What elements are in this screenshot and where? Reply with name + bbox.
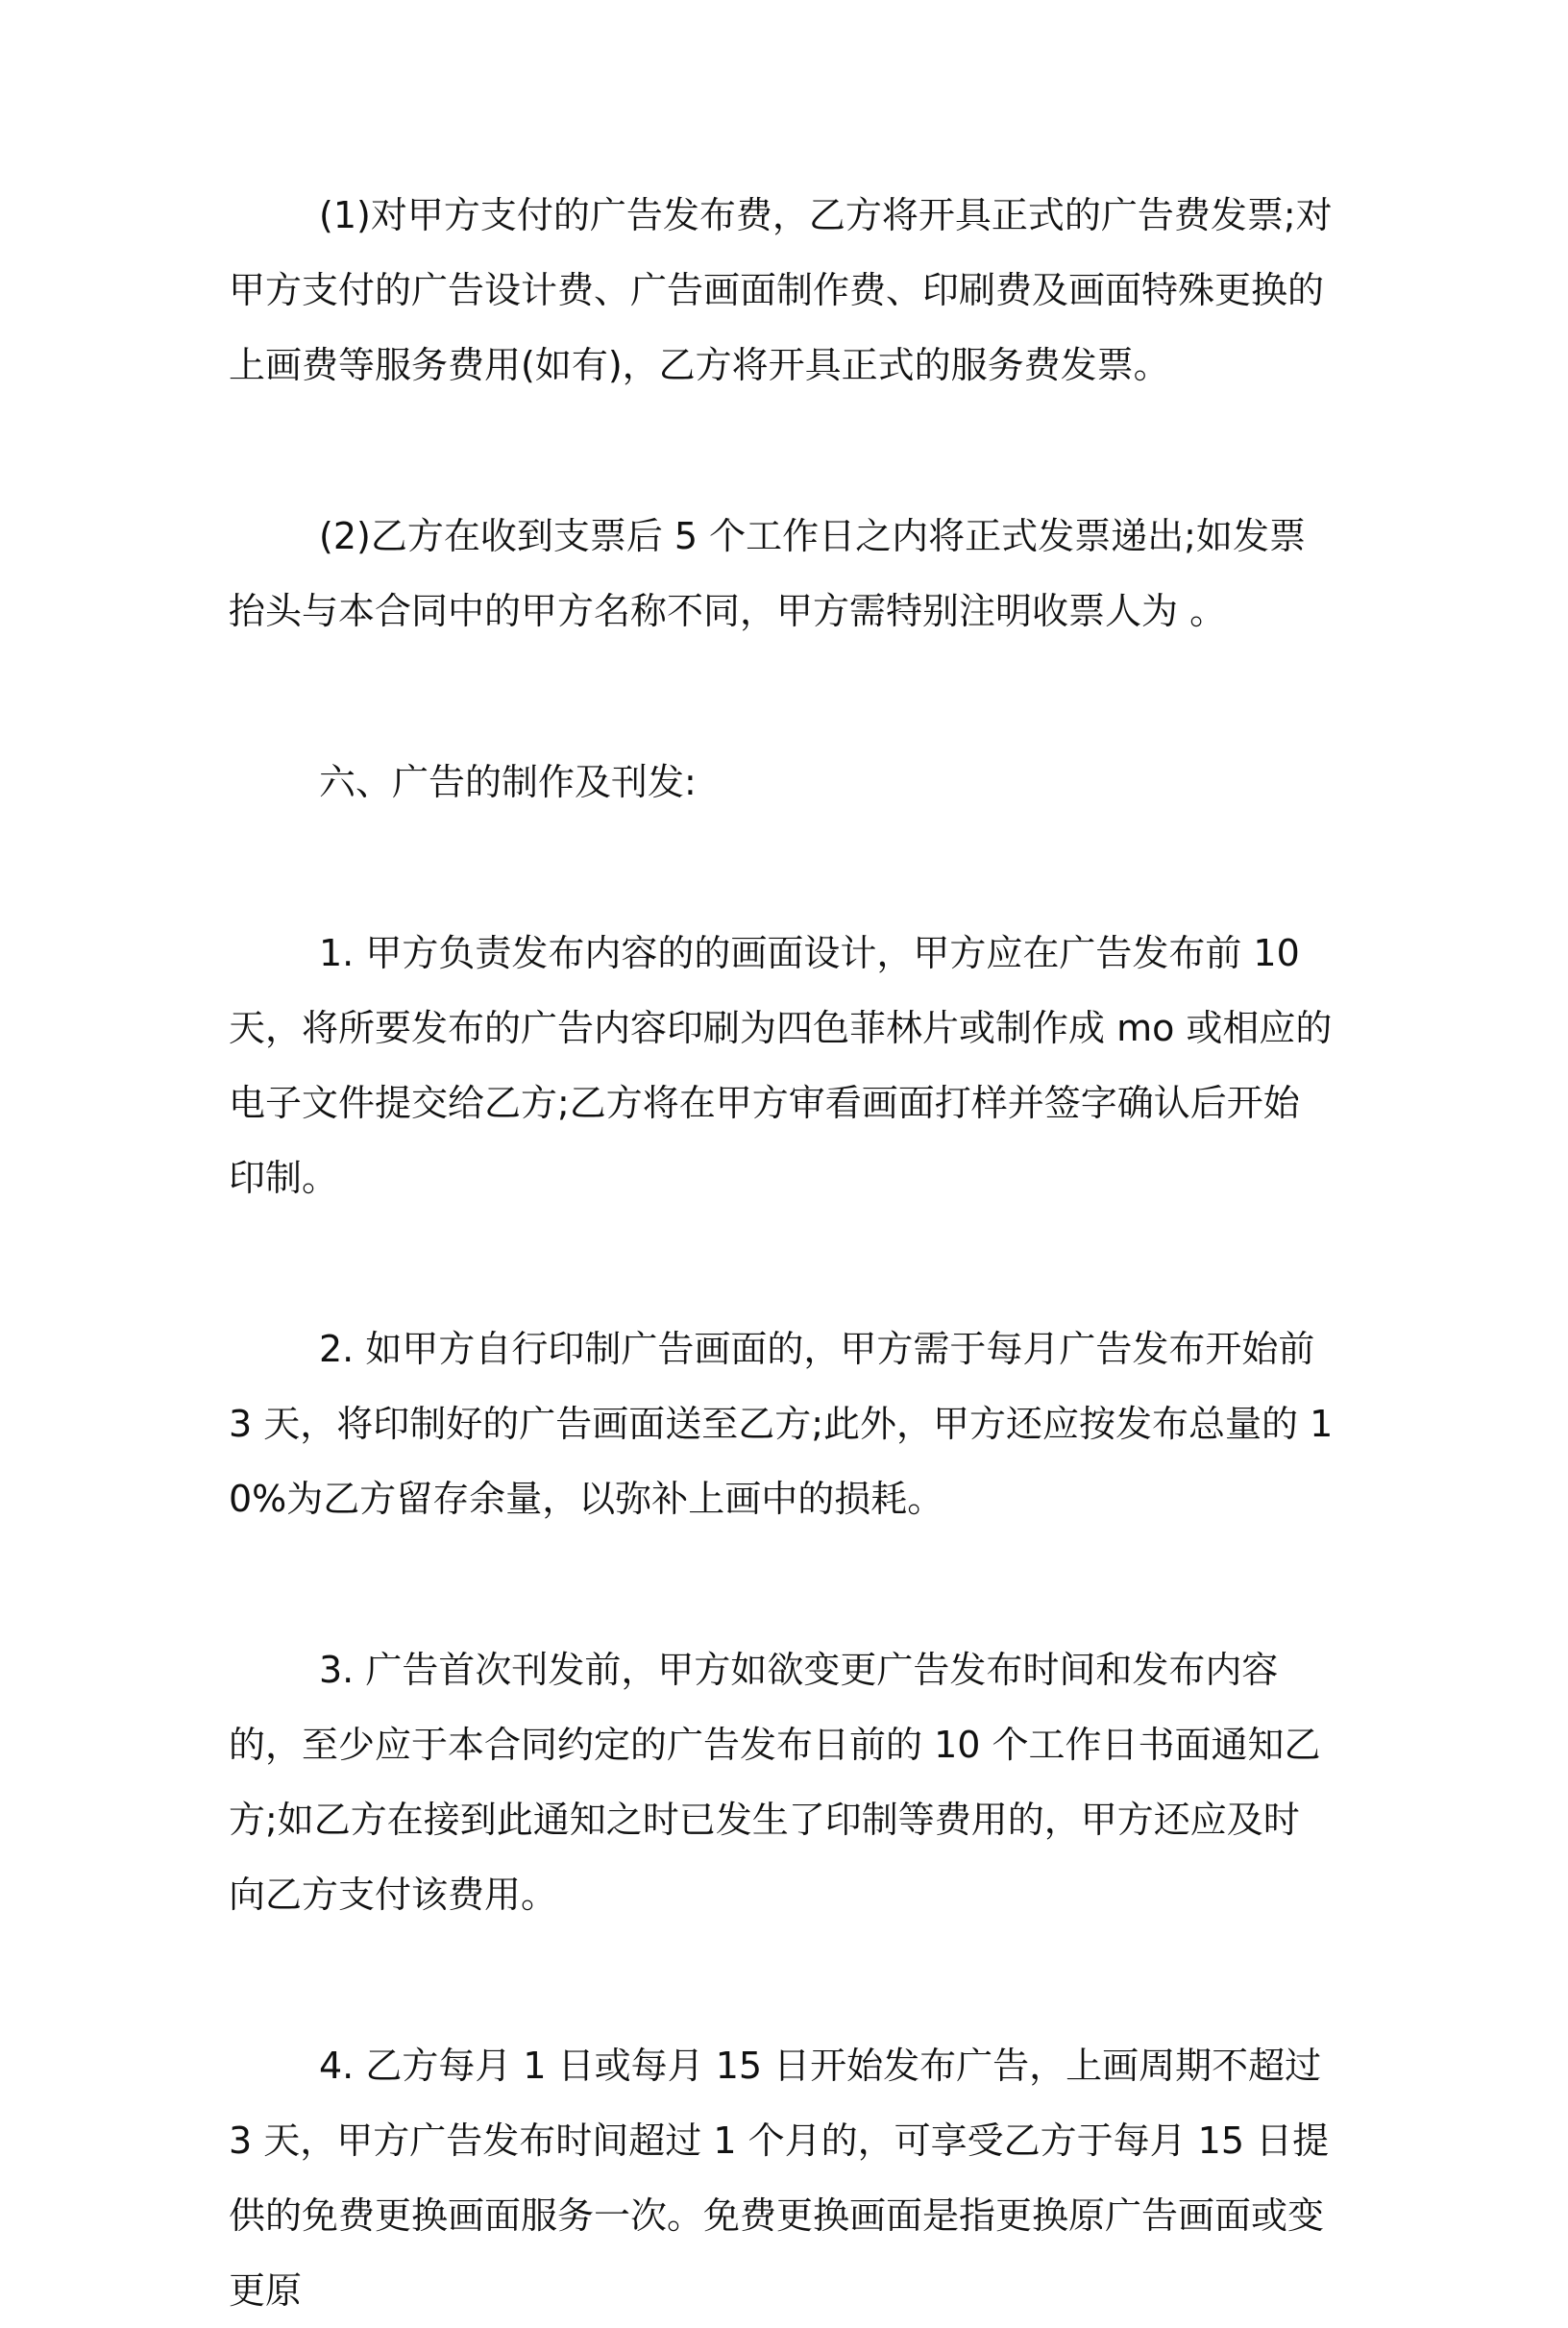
paragraph-invoice-2: (2)乙方在收到支票后 5 个工作日之内将正式发票递出;如发票抬头与本合同中的甲方名称不同，甲方需特别注明收票人为 。 bbox=[229, 515, 1306, 632]
document-body bbox=[229, 178, 1334, 2328]
paragraph-clause-2: 2. 如甲方自行印制广告画面的，甲方需于每月广告发布开始前 3 天，将印制好的广告画面送至乙方;此外，甲方还应按发布总量的 10%为乙方留存余量，以弥补上画中的损耗。 bbox=[229, 1328, 1334, 1520]
paragraph-invoice-1: (1)对甲方支付的广告发布费，乙方将开具正式的广告费发票;对甲方支付的广告设计费、广告画面制作费、印刷费及画面特殊更换的上画费等服务费用(如有)，乙方将开具正式的服务费发票。 bbox=[229, 194, 1333, 386]
paragraph-clause-1: 1. 甲方负责发布内容的的画面设计，甲方应在广告发布前 10 天，将所要发布的广告内容印刷为四色菲林片或制作成 mo 或相应的电子文件提交给乙方;乙方将在甲方审看画面打样并签字确认后开始印制。 bbox=[229, 932, 1333, 1199]
paragraph-clause-3: 3. 广告首次刊发前，甲方如欲变更广告发布时间和发布内容的，至少应于本合同约定的广告发布日前的 10 个工作日书面通知乙方;如乙方在接到此通知之时已发生了印制等费用的，甲方还应及时向乙方支付该费用。 bbox=[229, 1649, 1321, 1916]
paragraph-clause-4: 4. 乙方每月 1 日或每月 15 日开始发布广告，上画周期不超过 3 天，甲方广告发布时间超过 1 个月的，可享受乙方于每月 15 日提供的免费更换画面服务一次。免费更换画面是指更换原广告画面或变更原 bbox=[229, 2045, 1330, 2312]
section-heading-production: 六、广告的制作及刊发: bbox=[319, 761, 697, 803]
